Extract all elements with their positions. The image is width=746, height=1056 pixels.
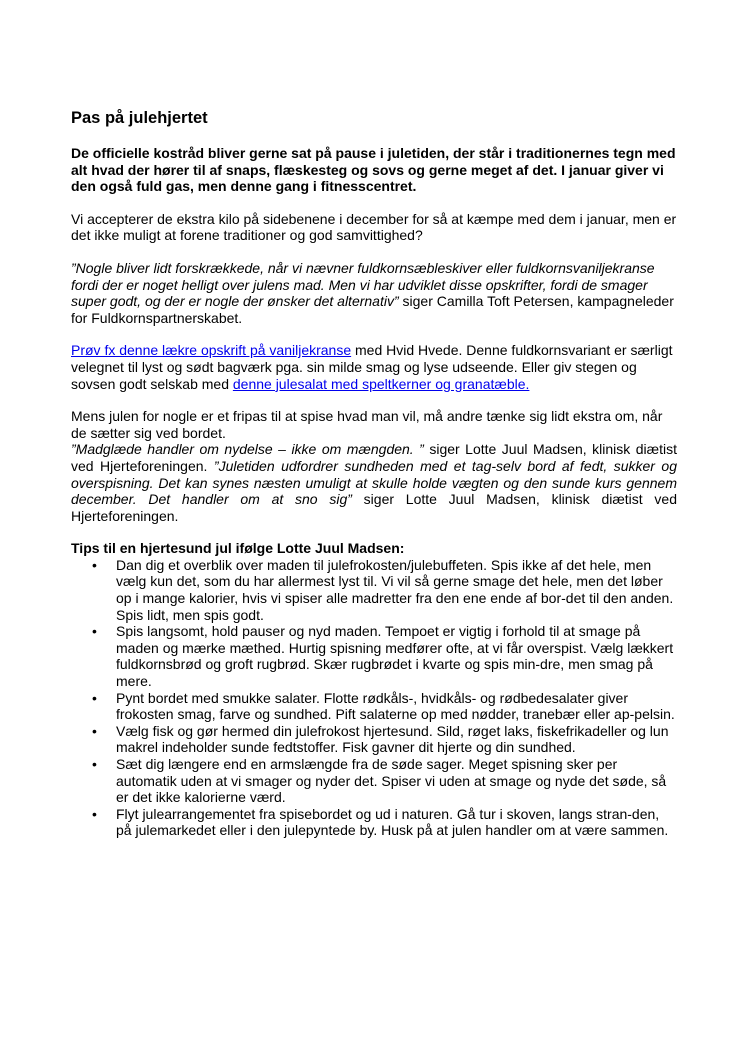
bullet-icon: • (92, 623, 97, 640)
quote-lotte-b: ”Juletiden udfordrer sundheden med et tag-selv bord af fedt, sukker og overspisning. Det kan synes næsten umuligt at skulle holde vægten og den sunde kurs gennem december. Det handler om at sno sig” (71, 457, 677, 508)
tip-item (71, 623, 677, 689)
bullet-icon: • (92, 805, 97, 822)
bullet-icon: • (92, 689, 97, 706)
intro-paragraph: Vi accepterer de ekstra kilo på sidebenene i december for så at kæmpe med dem i januar, men er det ikke muligt at forene traditioner og god samvittighed? (71, 210, 677, 244)
tip-item (71, 756, 677, 806)
bullet-icon: • (92, 756, 97, 772)
tip-item (71, 690, 677, 723)
quote-paragraph-lotte (71, 441, 677, 524)
quote-attribution-lotte-b: siger Lotte Juul Madsen, klinisk diætist ved Hjerteforeningen. (71, 491, 678, 524)
quote-camilla: ”Nogle bliver lidt forskrækkede, når vi nævner fuldkornsæbleskiver eller fuldkornsvaniljekranse fordi der er noget helligt over julens mad. Men vi har udviklet disse opskrifter, fordi de smager super godt, og der er nogle der ønsker det alternativ” (71, 259, 655, 310)
quote-paragraph-camilla (71, 260, 677, 326)
tip-item (71, 723, 677, 756)
tip-text: Flyt julearrangementet fra spisebordet og ud i naturen. Gå tur i skoven, langs stran-den, på julemarkedet eller i den julepyntede by. Husk på at julen handler om at være sammen. (116, 805, 669, 839)
tip-text: Pynt bordet med smukke salater. Flotte rødkåls-, hvidkåls- og rødbedesalater giver frokosten smag, farve og sundhed. Pift salaterne op med nødder, tranebær eller ap-pelsin. (116, 689, 675, 723)
quote-attribution-camilla: siger Camilla Toft Petersen, kampagneleder for Fuldkornspartnerskabet. (71, 293, 674, 326)
paragraph-fripas: Mens julen for nogle er et fripas til at spise hvad man vil, må andre tænke sig lidt ekstra om, når de sætter sig ved bordet. (71, 408, 663, 441)
recipe-links-paragraph (71, 342, 677, 392)
bullet-icon: • (92, 556, 97, 573)
quote-lotte-a: ”Madglæde handler om nydelse – ikke om mængden. ” (71, 441, 424, 458)
tips-heading: Tips til en hjertesund jul ifølge Lotte Juul Madsen: (71, 540, 405, 557)
bullet-icon: • (92, 722, 97, 739)
tip-item (71, 557, 677, 623)
quote-attribution-lotte-a: siger Lotte Juul Madsen, klinisk diætist ved Hjerteforeningen. (71, 441, 677, 474)
tip-text: Sæt dig længere end en armslængde fra de søde sager. Meget spisning sker per automatik uden at vi smager og nyder det. Spiser vi uden at smage og nyde det søde, så er det ikke kalorierne værd. (116, 756, 667, 806)
tip-item (71, 806, 677, 839)
tip-text: Vælg fisk og gør hermed din julefrokost hjertesund. Sild, røget laks, fiskefrikadeller og lun makrel indeholder sunde fedtstoffer. Fisk gavner dit hjerte og din sundhed. (116, 722, 669, 756)
document-page (71, 108, 677, 839)
recipe-links-text: med Hvid Hvede. Denne fuldkornsvariant er særligt velegnet til lyst og sødt bagværk pga. sin milde smag og lyse udseende. Eller giv stegen og sovsen godt selskab med (71, 342, 673, 392)
vaniljekranse-recipe-link[interactable]: Prøv fx denne lækre opskrift på vaniljekranse (71, 342, 352, 359)
tip-text: Spis langsomt, hold pauser og nyd maden. Tempoet er vigtig i forhold til at smage på maden og mærke mæthed. Hurtig spisning medfører ofte, at vi får overspist. Vælg lækkert fuldkornsbrød og groft rugbrød. Skær rugbrødet i kvarte og spis min-dre, men smag på mere. (116, 623, 674, 690)
julesalat-recipe-link[interactable]: denne julesalat med speltkerner og granatæble. (232, 375, 530, 392)
article-lead: De officielle kostråd bliver gerne sat på pause i juletiden, der står i traditionernes tegn med alt hvad der hører til af snaps, flæskesteg og sovs og gerne meget af det. I januar giver vi den også fuld gas, men denne gang i fitnesscentret. (71, 145, 676, 195)
tips-list (71, 557, 677, 839)
article-title: Pas på julehjertet (71, 109, 208, 127)
tip-text: Dan dig et overblik over maden til julefrokosten/julebuffeten. Spis ikke af det hele, men vælg kun det, som du har allermest lyst til. Vi vil så gerne smage det hele, men det løber op i mange kalorier, hvis vi spiser alle madretter fra den ene ende af bor-det til den anden. Spis lidt, men spis godt. (116, 556, 674, 623)
